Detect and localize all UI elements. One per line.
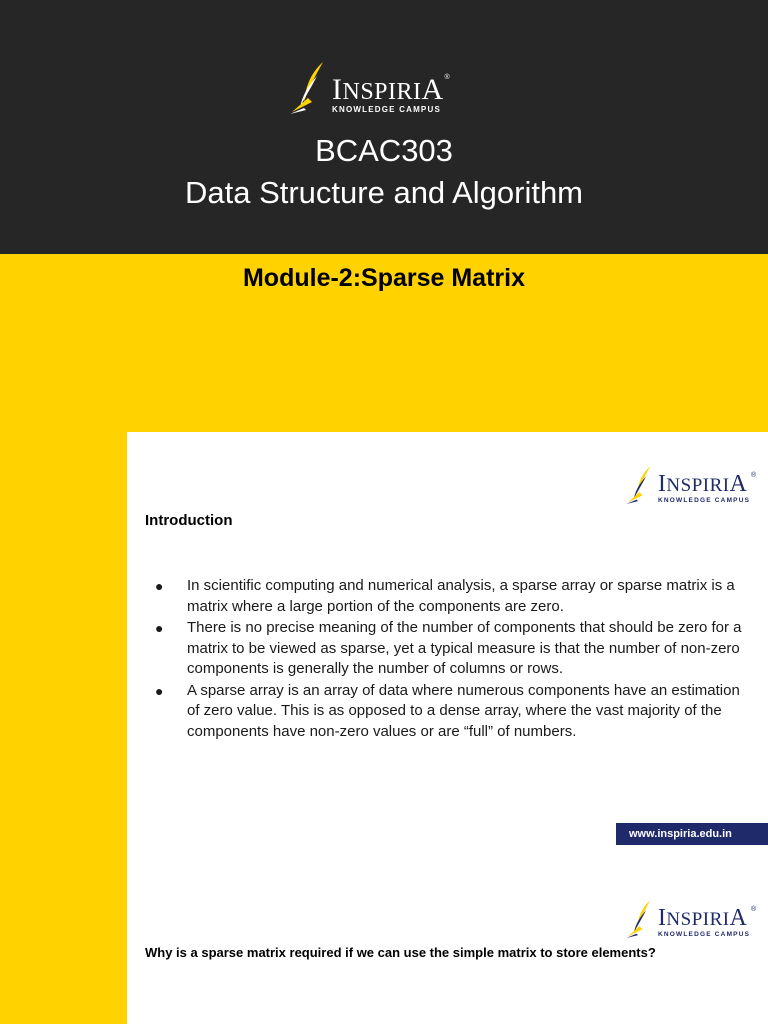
flame-icon [290,62,330,114]
logo-tagline: KNOWLEDGE CAMPUS [658,496,751,504]
bullet-icon: ● [155,620,164,636]
course-name: Data Structure and Algorithm [184,175,584,210]
section-heading: Introduction [145,512,233,529]
logo-tagline: KNOWLEDGE CAMPUS [658,930,751,938]
website-badge: www.inspiria.edu.in [616,823,768,845]
registered-mark: ® [444,74,450,81]
bullet-list [145,576,745,743]
logo-tagline: KNOWLEDGE CAMPUS [332,105,441,114]
course-title [0,130,768,214]
flame-icon [626,900,656,938]
left-yellow-strip [0,432,127,1024]
flame-icon [626,466,656,504]
question-text: Why is a sparse matrix required if we can use the simple matrix to store elements? [145,945,656,960]
page-logo: INSPIRIA KNOWLEDGE CAMPUS ® [626,900,750,938]
registered-mark: ® [750,906,757,913]
list-item: ● In scientific computing and numerical analysis, a sparse array or sparse matrix is a matrix where a large portion of the components are zero. [155,577,735,615]
bullet-icon: ● [155,682,164,699]
logo: INSPIRIA KNOWLEDGE CAMPUS ® [290,62,444,114]
module-title: Module-2:Sparse Matrix [242,264,525,292]
cover-header [0,0,768,254]
registered-mark: ® [750,472,757,479]
list-item: ● A sparse array is an array of data where numerous components have an estimation of zero value. This is as opposed to a dense array, where the vast majority of the components have non-zero values or are “full” of numbers. [155,681,740,740]
course-code: BCAC303 [315,133,453,168]
page-logo: INSPIRIA KNOWLEDGE CAMPUS ® [626,466,750,504]
list-item: ● There is no precise meaning of the number of components that should be zero for a matrix to be viewed as sparse, yet a typical measure is that the number of non-zero components is generally the number of columns or rows. [155,619,742,677]
bullet-icon: ● [155,578,164,594]
